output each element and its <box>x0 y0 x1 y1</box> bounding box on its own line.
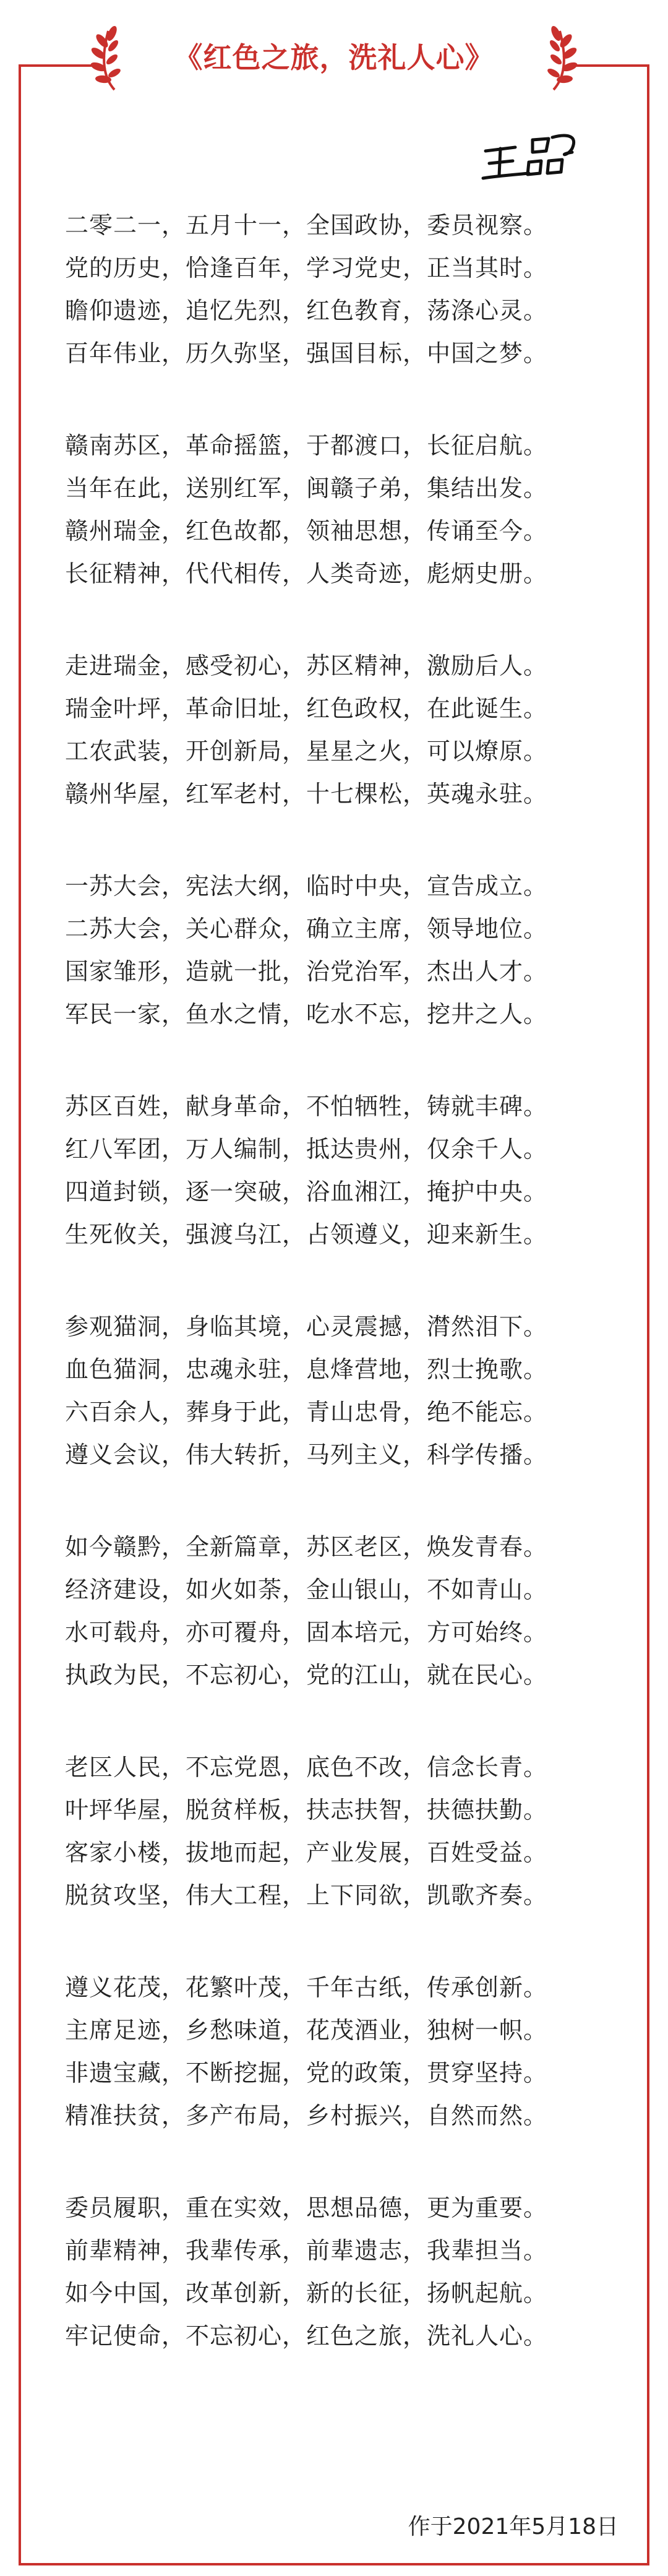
poem-line: 生死攸关，强渡乌江，占领遵义，迎来新生。 <box>65 1221 548 1248</box>
poem-stanza <box>65 1966 622 2187</box>
poem-stanza <box>65 1526 622 1746</box>
poem-line: 二零二一，五月十一，全国政协，委员视察。 <box>65 212 548 239</box>
poem-line: 叶坪华屋，脱贫样板，扶志扶智，扶德扶勤。 <box>65 1796 548 1824</box>
poem-line: 非遗宝藏，不断挖掘，党的政策，贯穿坚持。 <box>65 2059 548 2087</box>
page-title: 《红色之旅，洗礼人心》 <box>174 41 494 74</box>
poem-line: 工农武装，开创新局，星星之火，可以燎原。 <box>65 738 548 765</box>
poem-line: 精准扶贫，多产布局，乡村振兴，自然而然。 <box>65 2102 548 2129</box>
author-signature <box>479 130 584 186</box>
poem-stanza <box>65 1746 622 1966</box>
poem-stanza <box>65 204 622 424</box>
poem-body <box>65 204 622 2407</box>
poem-line: 客家小楼，拔地而起，产业发展，百姓受益。 <box>65 1839 548 1866</box>
poem-line: 水可载舟，亦可覆舟，固本培元，方可始终。 <box>65 1619 548 1646</box>
laurel-wreath-icon <box>535 25 578 93</box>
poem-line: 一苏大会，宪法大纲，临时中央，宣告成立。 <box>65 872 548 900</box>
poem-line: 苏区百姓，献身革命，不怕牺牲，铸就丰碑。 <box>65 1093 548 1120</box>
poem-line: 赣州瑞金，红色故都，领袖思想，传诵至今。 <box>65 517 548 545</box>
poem-line: 血色猫洞，忠魂永驻，息烽营地，烈士挽歌。 <box>65 1356 548 1383</box>
poem-line: 赣州华屋，红军老村，十七棵松，英魂永驻。 <box>65 780 548 808</box>
poem-line: 如今赣黔，全新篇章，苏区老区，焕发青春。 <box>65 1533 548 1561</box>
poem-stanza <box>65 1085 622 1306</box>
poem-line: 瞻仰遗迹，追忆先烈，红色教育，荡涤心灵。 <box>65 297 548 324</box>
poem-line: 走进瑞金，感受初心，苏区精神，激励后人。 <box>65 652 548 679</box>
poem-line: 如今中国，改革创新，新的长征，扬帆起航。 <box>65 2280 548 2307</box>
poem-stanza <box>65 2187 622 2407</box>
poem-line: 军民一家，鱼水之情，吃水不忘，挖井之人。 <box>65 1001 548 1028</box>
laurel-wreath-icon <box>90 25 133 93</box>
poem-stanza <box>65 1306 622 1526</box>
composition-date: 作于2021年5月18日 <box>408 2514 619 2539</box>
poem-line: 执政为民，不忘初心，党的江山，就在民心。 <box>65 1661 548 1689</box>
poem-stanza <box>65 645 622 865</box>
poem-line: 委员履职，重在实效，思想品德，更为重要。 <box>65 2194 548 2221</box>
poem-line: 遵义会议，伟大转折，马列主义，科学传播。 <box>65 1441 548 1468</box>
poem-line: 瑞金叶坪，革命旧址，红色政权，在此诞生。 <box>65 695 548 722</box>
poem-line: 参观猫洞，身临其境，心灵震撼，潸然泪下。 <box>65 1313 548 1340</box>
poem-line: 六百余人，葬身于此，青山忠骨，绝不能忘。 <box>65 1398 548 1426</box>
poem-line: 遵义花茂，花繁叶茂，千年古纸，传承创新。 <box>65 1974 548 2001</box>
poem-line: 赣南苏区，革命摇篮，于都渡口，长征启航。 <box>65 432 548 459</box>
poem-line: 党的历史，恰逢百年，学习党史，正当其时。 <box>65 254 548 282</box>
poem-line: 百年伟业，历久弥坚，强国目标，中国之梦。 <box>65 340 548 367</box>
poem-line: 国家雏形，造就一批，治党治军，杰出人才。 <box>65 958 548 985</box>
poem-line: 四道封锁，逐一突破，浴血湘江，掩护中央。 <box>65 1178 548 1205</box>
poem-line: 主席足迹，乡愁味道，花茂酒业，独树一帜。 <box>65 2017 548 2044</box>
poem-line: 脱贫攻坚，伟大工程，上下同欲，凯歌齐奏。 <box>65 1882 548 1909</box>
poem-line: 二苏大会，关心群众，确立主席，领导地位。 <box>65 915 548 942</box>
poem-stanza <box>65 865 622 1085</box>
poem-line: 长征精神，代代相传，人类奇迹，彪炳史册。 <box>65 560 548 587</box>
poem-stanza <box>65 424 622 645</box>
poem-line: 红八军团，万人编制，抵达贵州，仅余千人。 <box>65 1135 548 1163</box>
poem-line: 老区人民，不忘党恩，底色不改，信念长青。 <box>65 1754 548 1781</box>
poem-line: 牢记使命，不忘初心，红色之旅，洗礼人心。 <box>65 2322 548 2350</box>
poem-line: 前辈精神，我辈传承，前辈遗志，我辈担当。 <box>65 2237 548 2264</box>
poem-line: 经济建设，如火如荼，金山银山，不如青山。 <box>65 1576 548 1603</box>
poem-line: 当年在此，送别红军，闽赣子弟，集结出发。 <box>65 475 548 502</box>
